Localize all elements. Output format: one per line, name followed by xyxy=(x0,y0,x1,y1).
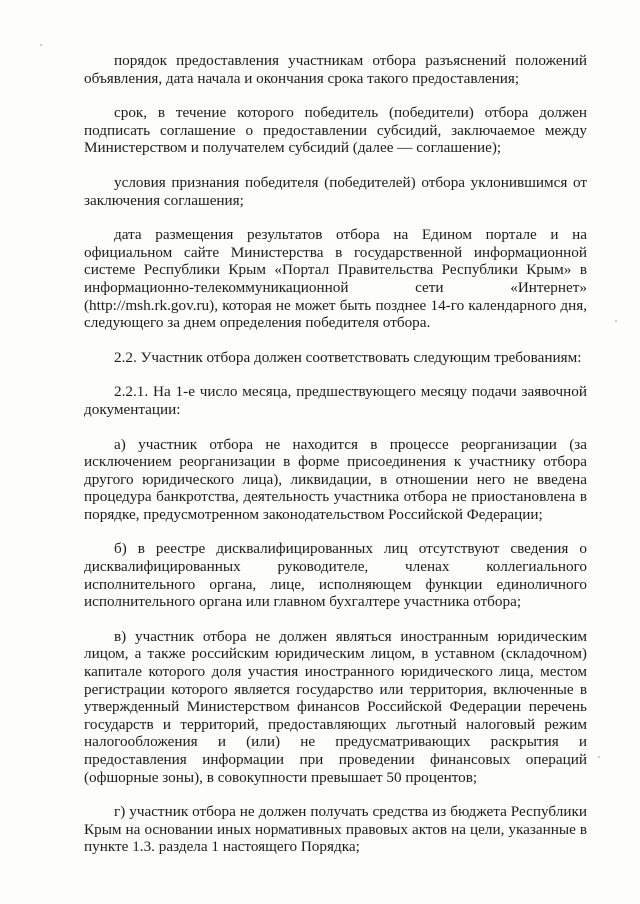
scan-speck xyxy=(598,756,600,758)
paragraph-item-b: б) в реестре дисквалифицированных лиц отсутствуют сведения о дисквалифицированных руководителе, членах коллегиального исполнительного органа, лице, исполняющем функции единоличного исполнительного органа или главном бухгалтере участника отбора; xyxy=(84,540,587,611)
paragraph-evasion-conditions: условия признания победителя (победителей) отбора уклонившимся от заключения соглашения; xyxy=(84,173,587,209)
paragraph-agreement-deadline: срок, в течение которого победитель (победители) отбора должен подписать соглашение о предоставлении субсидий, заключаемое между Министерством и получателем субсидий (далее — соглашение); xyxy=(84,104,587,157)
scan-speck xyxy=(40,44,42,46)
paragraph-section-2-2: 2.2. Участник отбора должен соответствовать следующим требованиям: xyxy=(114,348,582,366)
paragraph-clarification-procedure: порядок предоставления участникам отбора разъяснений положений объявления, дата начала и окончания срока такого предоставления; xyxy=(84,52,587,87)
document-body xyxy=(84,52,587,873)
paragraph-item-g: г) участник отбора не должен получать средства из бюджета Республики Крым на основании иных нормативных правовых актов на цели, указанные в пункте 1.3. раздела 1 настоящего Порядка; xyxy=(84,803,587,856)
scan-speck xyxy=(615,320,617,322)
paragraph-item-v: в) участник отбора не должен являться иностранным юридическим лицом, а также российским юридическим лицом, в уставном (складочном) капитале которого доля участия иностранного юридического лица, местом регистрации которого является государство или территория, включенные в утвержденный Министерством финансов Российской Федерации перечень государств и территорий, предоставляющих льготный налоговый режим налогообложения и (или) не предусматривающих раскрытия и предоставления информации при проведении финансовых операций (офшорные зоны), в совокупности превышает 50 процентов; xyxy=(84,627,587,786)
paragraph-results-publication: дата размещения результатов отбора на Едином портале и на официальном сайте Министерства в государственной информационной системе Республики Крым «Портал Правительства Республики Крым» в информационно-телекоммуникационной сети «Интернет» (http://msh.rk.gov.ru), которая не может быть позднее 14-го календарного дня, следующего за днем определения победителя отбора. xyxy=(84,226,587,332)
paragraph-item-a: а) участник отбора не находится в процессе реорганизации (за исключением реорганизации в форме присоединения к участнику отбора другого юридического лица), ликвидации, в отношении него не введена процедура банкротства, деятельность участника отбора не приостановлена в порядке, предусмотренном законодательством Российской Федерации; xyxy=(84,435,587,523)
paragraph-section-2-2-1: 2.2.1. На 1-е число месяца, предшествующего месяцу подачи заявочной документации: xyxy=(84,383,587,418)
